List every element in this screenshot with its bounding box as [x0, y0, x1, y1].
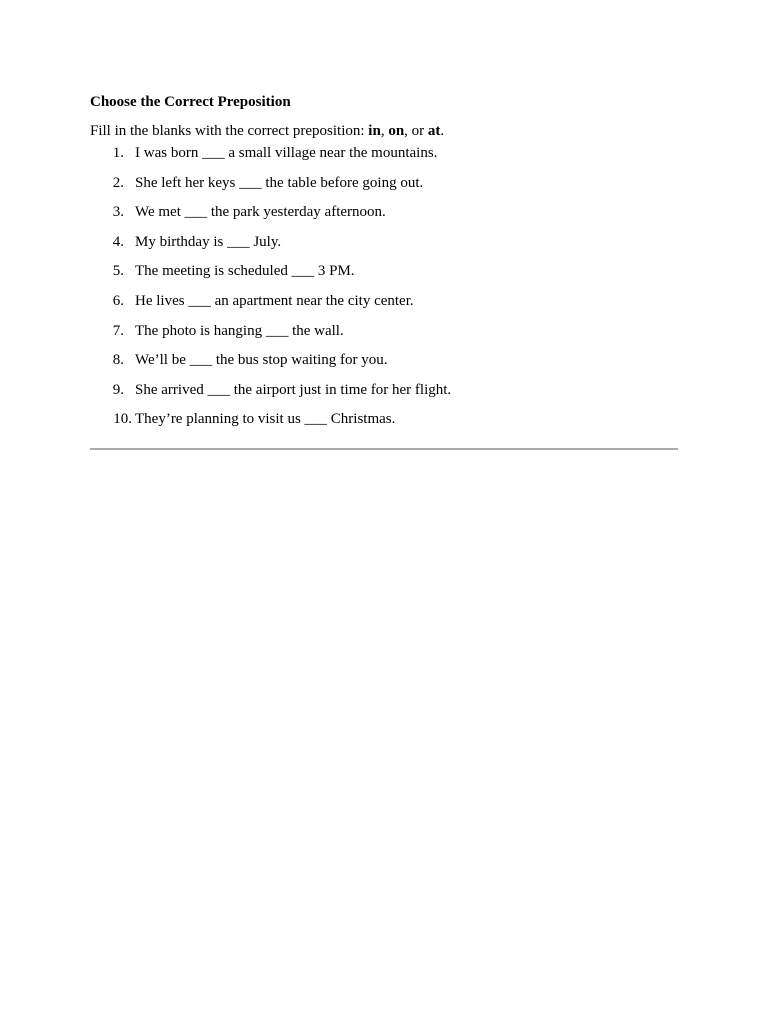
- exercise-number: 2.: [112, 174, 124, 191]
- exercise-item: [90, 232, 678, 262]
- exercise-item: [90, 261, 678, 291]
- instructions-separator: , or: [404, 123, 428, 139]
- exercise-number: 4.: [112, 233, 124, 250]
- exercise-sentence: We’ll be ___ the bus stop waiting for you.: [135, 352, 388, 369]
- exercise-number: 7.: [112, 322, 124, 339]
- instructions-prefix: Fill in the blanks with the correct preposition:: [90, 123, 369, 139]
- exercise-number: 3.: [112, 204, 124, 221]
- exercise-number: 1.: [112, 145, 124, 161]
- exercise-number: 8.: [112, 352, 124, 369]
- exercise-sentence: We met ___ the park yesterday afternoon.: [135, 204, 386, 221]
- worksheet-title: Choose the Correct Preposition: [90, 94, 291, 110]
- exercise-item: [90, 350, 678, 380]
- exercise-number: 10.: [113, 411, 132, 428]
- exercise-sentence: He lives ___ an apartment near the city center.: [135, 292, 414, 309]
- exercise-list: [90, 143, 678, 439]
- option-in: in: [368, 123, 381, 139]
- worksheet-instructions: [90, 121, 678, 141]
- exercise-item: [90, 202, 678, 232]
- exercise-sentence: The photo is hanging ___ the wall.: [135, 322, 344, 339]
- worksheet: [90, 92, 678, 439]
- exercise-number: 9.: [112, 381, 124, 398]
- exercise-sentence: They’re planning to visit us ___ Christmas.: [135, 411, 396, 428]
- exercise-sentence: The meeting is scheduled ___ 3 PM.: [135, 263, 355, 280]
- exercise-item: [90, 291, 678, 321]
- exercise-item: [90, 173, 678, 203]
- option-at: at: [427, 123, 441, 139]
- exercise-number: 5.: [112, 263, 124, 280]
- exercise-sentence: She left her keys ___ the table before going out.: [135, 174, 424, 191]
- instructions-suffix: .: [440, 123, 445, 139]
- exercise-item: [90, 380, 678, 410]
- exercise-item: [90, 143, 678, 173]
- exercise-sentence: She arrived ___ the airport just in time for her flight.: [135, 381, 452, 398]
- option-on: on: [388, 123, 405, 139]
- exercise-sentence: I was born ___ a small village near the mountains.: [135, 145, 438, 161]
- instructions-separator: ,: [380, 123, 389, 139]
- exercise-number: 6.: [112, 292, 124, 309]
- exercise-sentence: My birthday is ___ July.: [135, 233, 282, 250]
- exercise-item: [90, 321, 678, 351]
- horizontal-divider: [90, 448, 678, 450]
- exercise-item: [90, 409, 678, 439]
